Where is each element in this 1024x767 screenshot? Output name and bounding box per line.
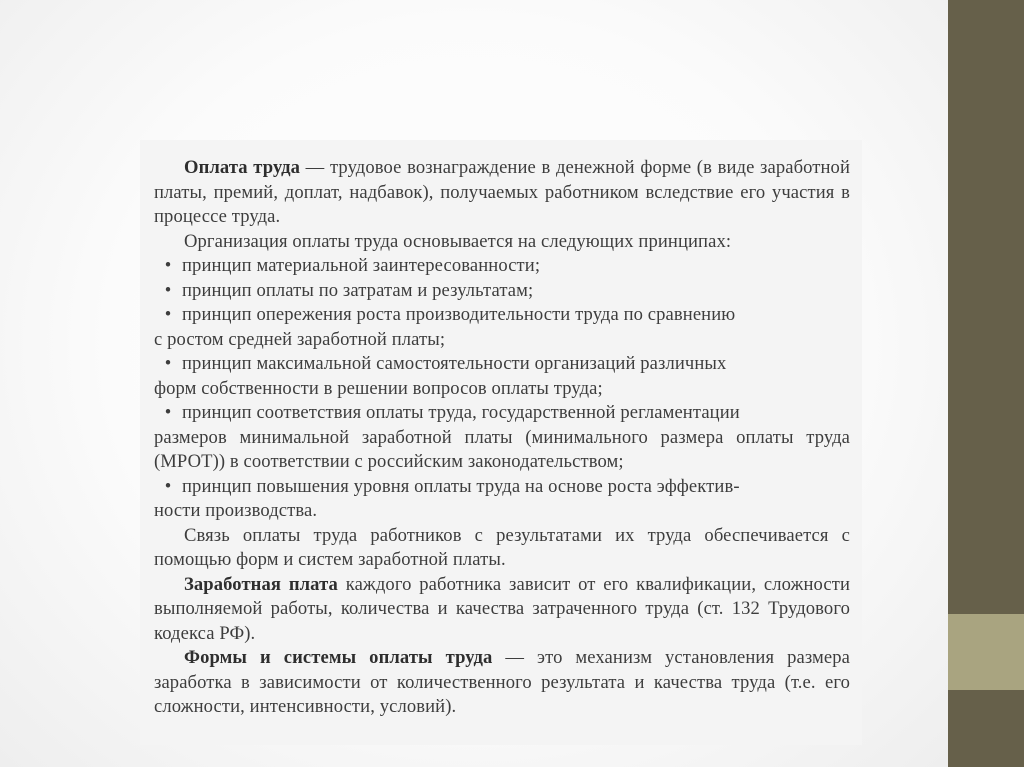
bullet-item: • принцип повышения уровня оплаты труда на основе роста эффектив- <box>154 475 850 500</box>
bullet-continuation: с ростом средней заработной платы; <box>154 328 446 350</box>
term-formy-i-sistemy: Формы и системы оплаты труда <box>184 647 493 668</box>
paragraph-principles-intro: Организация оплаты труда основывается на следующих принципах: <box>184 230 732 252</box>
bullet-marker: • <box>164 475 172 497</box>
bullet-item: • принцип соответствия оплаты труда, государственной регламентации <box>154 401 850 426</box>
term-oplata-truda: Оплата труда <box>184 157 301 178</box>
document-text <box>154 156 850 720</box>
paragraph-wage: Заработная плата каждого работника зависит от его квалификации, сложности выполняемой работы, количества и качества затраченного труда (ст. 132 Трудового кодекса РФ). <box>154 573 851 644</box>
sidebar-light-block <box>948 614 1024 690</box>
bullet-continuation: ности производства. <box>154 500 318 521</box>
bullet-marker: • <box>164 353 172 374</box>
bullet-item: • принцип оплаты по затратам и результатам; <box>154 279 850 304</box>
bullet-marker: • <box>164 255 172 276</box>
bullet-marker: • <box>164 402 172 423</box>
bullet-item: • принцип материальной заинтересованности; <box>154 254 850 279</box>
bullet-continuation: размеров минимальной заработной платы (минимального размера оплаты труда (МРОТ)) в соответствии с российским законодательством; <box>154 426 850 472</box>
term-zarabotnaya-plata: Заработная плата <box>184 573 338 595</box>
paragraph-forms: Формы и системы оплаты труда — это механизм установления размера заработка в зависимости от количественного результата и качества труда (т.е. его сложности, интенсивности, условий). <box>154 647 850 717</box>
bullet-item: • принцип опережения роста производительности труда по сравнению <box>154 303 850 328</box>
paragraph-definition: Оплата труда — трудовое вознаграждение в денежной форме (в виде заработной платы, премий, доплат, надбавок), получаемых работником вследствие его участия в процессе труда. <box>154 157 851 227</box>
paragraph-link: Связь оплаты труда работников с результатами их труда обеспечивается с помощью форм и систем заработной платы. <box>154 524 850 570</box>
bullet-item: • принцип максимальной самостоятельности организаций различных <box>154 352 850 377</box>
bullet-continuation: форм собственности в решении вопросов оплаты труда; <box>154 377 603 399</box>
bullet-marker: • <box>164 279 172 301</box>
bullet-marker: • <box>164 304 172 325</box>
